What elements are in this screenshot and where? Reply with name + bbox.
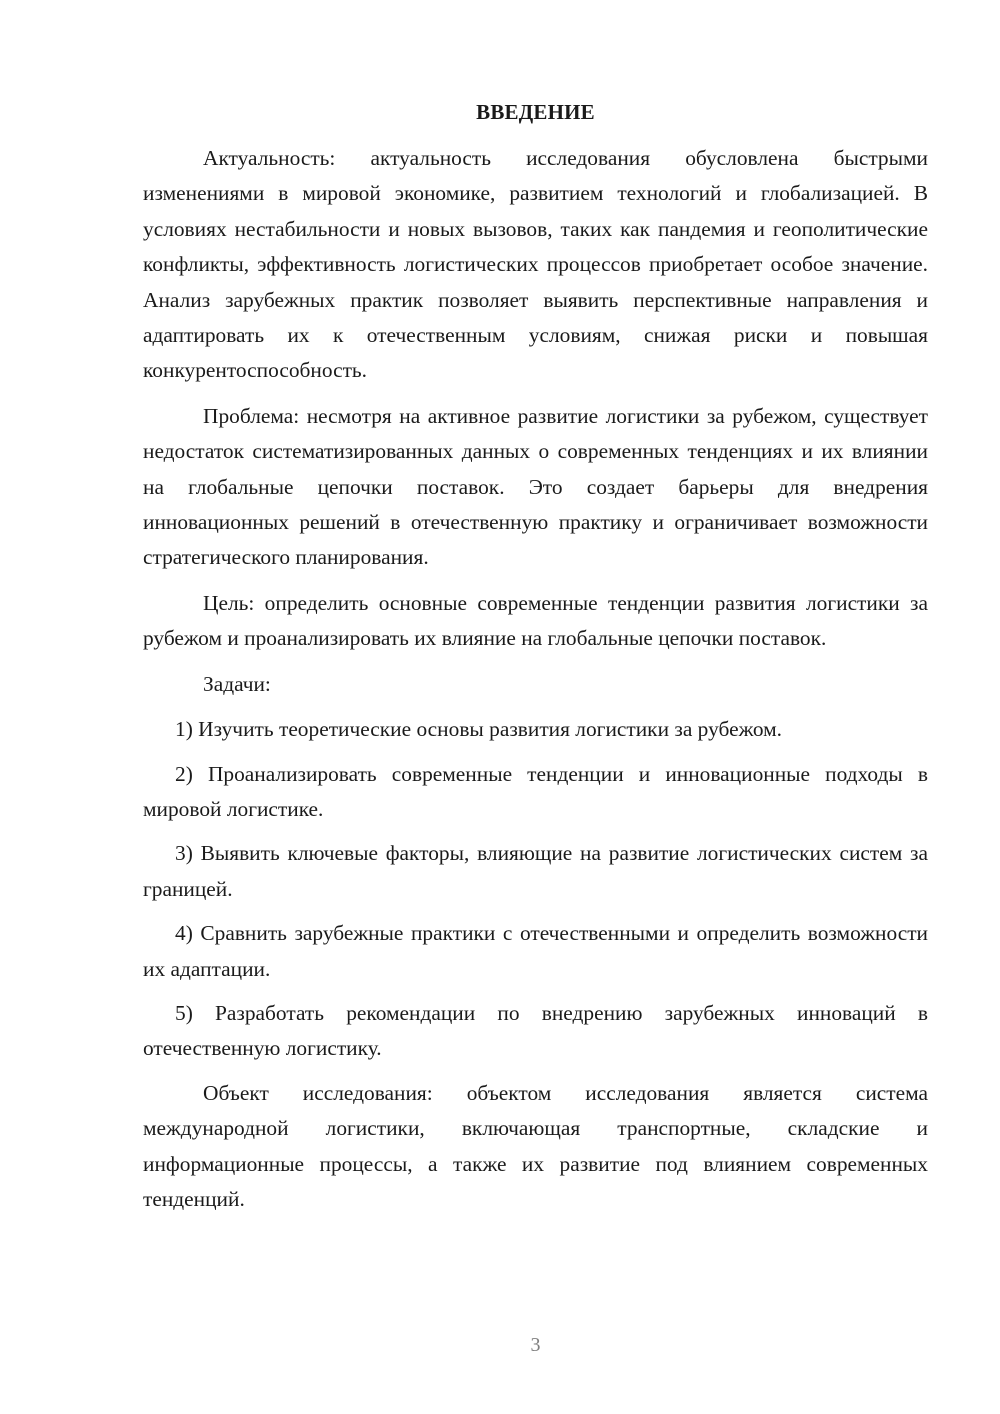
- body-text: [143, 141, 928, 1227]
- page-number: 3: [530, 1334, 541, 1356]
- task-item-2: 2) Проанализировать современные тенденции и инновационные подходы в мировой логистике.: [143, 761, 928, 821]
- task-item-5: 5) Разработать рекомендации по внедрению зарубежных инноваций в отечественную логистику.: [143, 1000, 928, 1061]
- section-heading: ВВЕДЕНИЕ: [476, 100, 595, 124]
- document-page: [143, 0, 928, 1414]
- goal-paragraph: Цель: определить основные современные тенденции развития логистики за рубежом и проанализировать их влияние на глобальные цепочки поставок.: [143, 590, 928, 651]
- problem-paragraph: Проблема: несмотря на активное развитие логистики за рубежом, существует недостаток систематизированных данных о современных тенденциях и их влиянии на глобальные цепочки поставок. Это создает барьеры для внедрения инновационных решений в отечественную практику и ограничивает возможности стратегического планирования.: [143, 403, 928, 570]
- tasks-heading: Задачи:: [203, 671, 271, 696]
- object-paragraph: Объект исследования: объектом исследования является система международной логистики, включающая транспортные, складские и информационные процессы, а также их развитие под влиянием современных тенденций.: [143, 1080, 928, 1211]
- task-item-3: 3) Выявить ключевые факторы, влияющие на развитие логистических систем за границей.: [143, 841, 928, 901]
- task-item-4: 4) Сравнить зарубежные практики с отечественными и определить возможности их адаптации.: [143, 921, 928, 981]
- task-item-1: 1) Изучить теоретические основы развития логистики за рубежом.: [175, 717, 783, 742]
- relevance-paragraph: Актуальность: актуальность исследования обусловлена быстрыми изменениями в мировой экономике, развитием технологий и глобализацией. В условиях нестабильности и новых вызовов, таких как пандемия и геополитические конфликты, эффективность логистических процессов приобретает особое значение. Анализ зарубежных практик позволяет выявить перспективные направления и адаптировать их к отечественным условиям, снижая риски и повышая конкурентоспособность.: [143, 146, 928, 383]
